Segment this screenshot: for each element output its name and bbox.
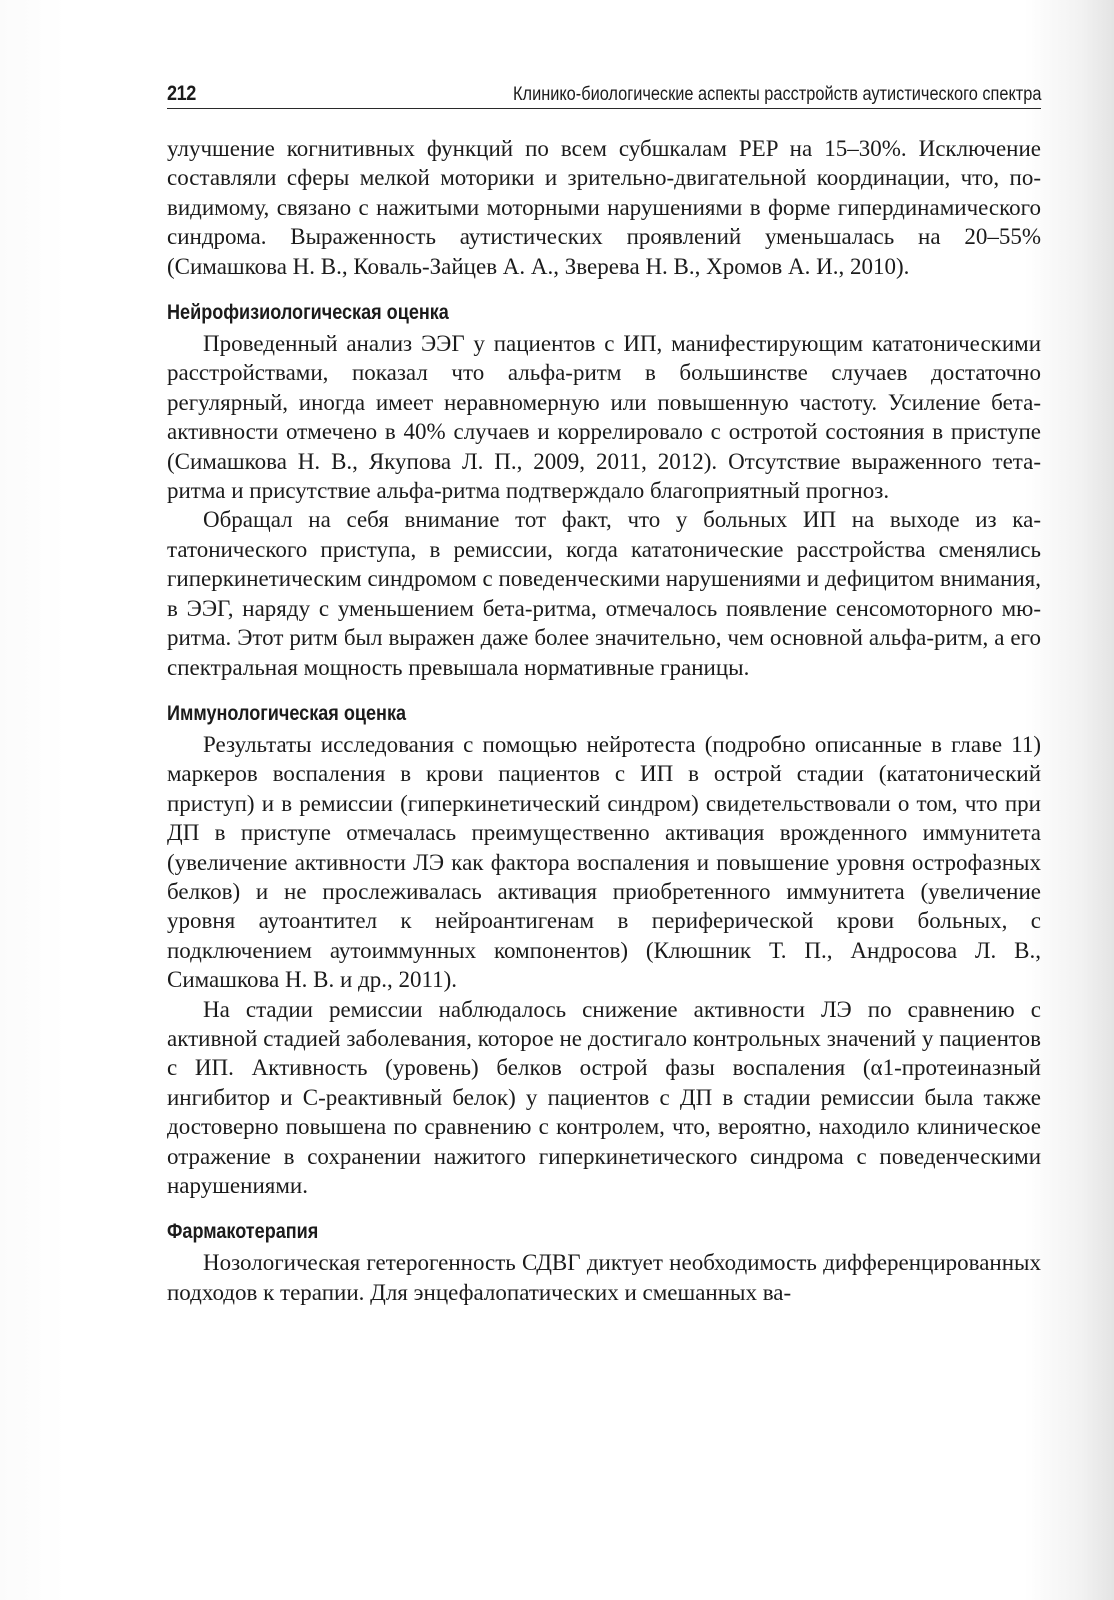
running-header [167,80,1041,109]
paragraph: Нозологическая гетерогенность СДВГ диктует необходимость дифференцированных подходов к терапии. Для энцефалопатических и смешанных ва- [167,1250,1041,1305]
page-body [167,134,1041,1307]
section-heading-immunology: Иммунологическая оценка [167,701,407,725]
paragraph: Проведенный анализ ЭЭГ у пациентов с ИП, манифестирующим кататоническими расстройствами, показал что альфа-ритм в большинстве случаев достаточно регулярный, иногда имеет неравномерную или повышенную частоту. Усиление бета-активности отмечено в 40% случаев и коррелировало с остротой состояния в приступе (Симашкова Н. В., Якупова Л. П., 2009, 2011, 2012). Отсутствие выраженного тета-ритма и присутствие альфа-ритма подтверждало благоприятный прогноз. [167,331,1041,504]
section-heading-neurophysiology: Нейрофизиологическая оценка [167,301,449,325]
paragraph: На стадии ремиссии наблюдалось снижение активности ЛЭ по сравнению с активной стадией заболевания, которое не достигало контрольных значений у пациентов с ИП. Активность (уровень) белков острой фазы воспаления (α1-протеиназный ингибитор и С-реактивный белок) у пациентов с ДП в стадии ремиссии была также достоверно повышена по сравнению с контролем, что, вероятно, находило клиническое отражение в сохранении нажитого гиперкинетического синдрома с поведенческими нарушениями. [167,996,1041,1198]
intro-paragraph: улучшение когнитивных функций по всем субшкалам PEP на 15–30%. Исключение составляли сферы мелкой моторики и зрительно-двигательной координации, что, по-видимому, связано с нажитыми моторными нарушениями в форме гипердинамического синдрома. Выраженность аутистических проявлений уменьшалась на 20–55% (Симашкова Н. В., Коваль-Зайцев А. А., Зверева Н. В., Хромов А. И., 2010). [167,136,1041,279]
paragraph: Обращал на себя внимание тот факт, что у больных ИП на выходе из кататонического приступа, в ремиссии, когда кататонические расстройства сменялись гиперкинетическим синдромом с поведенческими нарушениями и дефицитом внимания, в ЭЭГ, наряду с уменьшением бета-ритма, отмечалось появление сенсомоторного мю-ритма. Этот ритм был выражен даже более значительно, чем основной альфа-ритм, а его спектральная мощность превышала нормативные границы. [167,507,1041,680]
section-heading-pharmacotherapy: Фармакотерапия [167,1220,319,1244]
page-number: 212 [167,82,196,105]
paragraph: Результаты исследования с помощью нейротеста (подробно описанные в главе 11) маркеров воспаления в крови пациентов с ИП в острой стадии (кататонический приступ) и в ремиссии (гиперкинетический синдром) свидетельствовали о том, что при ДП в приступе отмечалась преимущественно активация врожденного иммунитета (увеличение активности ЛЭ как фактора воспаления и повышение уровня острофазных белков) и не прослеживалась активация приобретенного иммунитета (увеличение уровня аутоантител к нейроантигенам в периферической крови больных, с подключением аутоиммунных компонентов) (Клюшник Т. П., Андросова Л. В., Симашкова Н. В. и др., 2011). [167,731,1041,993]
running-title: Клинико-биологические аспекты расстройств аутистического спектра [512,84,1041,105]
